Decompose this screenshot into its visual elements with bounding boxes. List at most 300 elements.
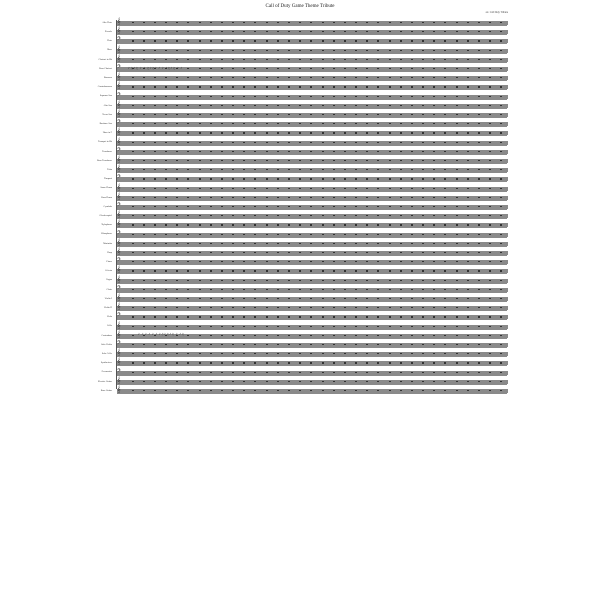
whole-rest-icon [243,59,245,60]
barline [418,95,419,99]
barline [406,288,407,292]
barline [462,196,463,200]
barline [261,325,262,329]
whole-rest-icon [199,270,201,271]
score-title: Call of Duty Game Theme Tribute [265,4,335,9]
barline [172,223,173,227]
barline [351,177,352,181]
whole-rest-icon [366,31,368,32]
barline [485,306,486,310]
whole-rest-icon [299,86,301,87]
whole-rest-icon [389,381,391,382]
whole-rest-icon [366,59,368,60]
barline [395,352,396,356]
whole-rest-icon [411,169,413,170]
whole-rest-icon [254,316,256,317]
whole-rest-icon [500,234,502,235]
whole-rest-icon [411,50,413,51]
barline [418,288,419,292]
barline [228,306,229,310]
barline [496,279,497,283]
barline [261,297,262,301]
barline [373,196,374,200]
whole-rest-icon [187,298,189,299]
whole-rest-icon [478,326,480,327]
whole-rest-icon [288,215,290,216]
whole-rest-icon [344,362,346,363]
barline [395,122,396,126]
whole-rest-icon [288,280,290,281]
whole-rest-icon [355,326,357,327]
whole-rest-icon [411,197,413,198]
barline [507,361,508,365]
barline [283,279,284,283]
barline [239,168,240,172]
barline [373,205,374,209]
barline [462,205,463,209]
whole-rest-icon [266,252,268,253]
barline [473,260,474,264]
barline [507,260,508,264]
barline [473,177,474,181]
staff-line [117,126,507,127]
whole-rest-icon [411,280,413,281]
barline [261,58,262,62]
barline [272,187,273,191]
whole-rest-icon [422,77,424,78]
whole-rest-icon [165,22,167,23]
barline [373,269,374,273]
whole-rest-icon [411,114,413,115]
barline [496,205,497,209]
barline [194,288,195,292]
whole-rest-icon [456,390,458,391]
whole-rest-icon [232,114,234,115]
barline [317,95,318,99]
barline [183,279,184,283]
barline [473,104,474,108]
whole-rest-icon [489,142,491,143]
barline [451,389,452,393]
barline [418,334,419,338]
whole-rest-icon [433,280,435,281]
composer-credit: arr. Call Duty Tribute [485,11,508,14]
barline [172,214,173,218]
barline [406,39,407,43]
whole-rest-icon [366,188,368,189]
barline [507,21,508,25]
barline [295,104,296,108]
whole-rest-icon [322,316,324,317]
staff [117,238,507,246]
whole-rest-icon [355,40,357,41]
barline [161,95,162,99]
whole-rest-icon [389,77,391,78]
barline [295,150,296,154]
barline [250,214,251,218]
whole-rest-icon [299,215,301,216]
whole-rest-icon [154,381,156,382]
barline [205,223,206,227]
barline [306,251,307,255]
whole-rest-icon [366,40,368,41]
barline [373,242,374,246]
barline [328,251,329,255]
whole-rest-icon [143,123,145,124]
barline [496,30,497,34]
whole-rest-icon [377,261,379,262]
barline [462,150,463,154]
barline [172,187,173,191]
whole-rest-icon [154,31,156,32]
barline [328,131,329,135]
whole-rest-icon [433,86,435,87]
whole-rest-icon [299,197,301,198]
barline [283,113,284,117]
whole-rest-icon [344,372,346,373]
whole-rest-icon [456,169,458,170]
whole-rest-icon [500,298,502,299]
whole-rest-icon [344,353,346,354]
barline [228,334,229,338]
barline [462,325,463,329]
instrument-label: Xylophone [101,223,112,227]
whole-rest-icon [444,206,446,207]
barline [507,288,508,292]
barline [362,288,363,292]
whole-rest-icon [500,353,502,354]
whole-rest-icon [422,160,424,161]
whole-rest-icon [277,22,279,23]
barline [418,196,419,200]
whole-rest-icon [221,316,223,317]
whole-rest-icon [232,234,234,235]
whole-rest-icon [444,289,446,290]
whole-rest-icon [277,381,279,382]
whole-rest-icon [288,224,290,225]
whole-rest-icon [187,132,189,133]
whole-rest-icon [422,40,424,41]
whole-rest-icon [221,151,223,152]
whole-rest-icon [243,178,245,179]
whole-rest-icon [154,206,156,207]
whole-rest-icon [389,114,391,115]
whole-rest-icon [467,31,469,32]
staff [117,156,507,163]
instrument-label: Violin II [103,306,112,309]
whole-rest-icon [377,344,379,345]
whole-rest-icon [411,289,413,290]
whole-rest-icon [243,206,245,207]
barline [473,269,474,273]
whole-rest-icon [444,390,446,391]
barline [507,168,508,172]
barline [496,159,497,163]
whole-rest-icon [389,132,391,133]
barline [496,242,497,246]
whole-rest-icon [210,123,212,124]
barline [306,76,307,80]
barline [161,30,162,34]
whole-rest-icon [299,252,301,253]
whole-rest-icon [165,326,167,327]
barline [183,141,184,145]
whole-rest-icon [489,123,491,124]
barline [250,95,251,99]
barline [317,85,318,89]
whole-rest-icon [478,169,480,170]
barline [406,315,407,319]
barline [485,187,486,191]
whole-rest-icon [389,142,391,143]
whole-rest-icon [344,243,346,244]
barline [373,260,374,264]
whole-rest-icon [478,215,480,216]
whole-rest-icon [310,31,312,32]
barline [194,325,195,329]
barline [351,131,352,135]
barline [172,269,173,273]
barline [496,150,497,154]
barline [149,131,150,135]
whole-rest-icon [456,344,458,345]
whole-rest-icon [221,353,223,354]
barline [317,233,318,237]
barline [395,251,396,255]
barline [183,315,184,319]
barline [362,389,363,393]
whole-rest-icon [322,362,324,363]
barline [205,260,206,264]
barline [362,177,363,181]
barline [451,288,452,292]
instrument-label: Tuba [107,168,112,171]
whole-rest-icon [400,123,402,124]
whole-rest-icon [176,261,178,262]
barline [451,150,452,154]
whole-rest-icon [333,353,335,354]
barline [451,122,452,126]
barline [328,343,329,347]
barline [239,297,240,301]
whole-rest-icon [266,188,268,189]
barline [485,297,486,301]
whole-rest-icon [266,68,268,69]
whole-rest-icon [333,132,335,133]
whole-rest-icon [310,77,312,78]
whole-rest-icon [299,289,301,290]
whole-rest-icon [176,151,178,152]
whole-rest-icon [243,224,245,225]
whole-rest-icon [377,289,379,290]
whole-rest-icon [277,215,279,216]
whole-rest-icon [266,22,268,23]
whole-rest-icon [344,178,346,179]
barline [339,306,340,310]
whole-rest-icon [467,160,469,161]
whole-rest-icon [232,160,234,161]
whole-rest-icon [344,40,346,41]
barline [216,315,217,319]
clef-icon: 𝄞 [117,238,121,246]
barline [351,279,352,283]
staff-line [117,43,507,44]
whole-rest-icon [322,160,324,161]
whole-rest-icon [322,86,324,87]
barline [161,113,162,117]
whole-rest-icon [254,372,256,373]
barline [406,131,407,135]
barline [183,361,184,365]
whole-rest-icon [322,142,324,143]
whole-rest-icon [389,151,391,152]
staff-line [117,53,507,54]
whole-rest-icon [344,252,346,253]
barline [373,187,374,191]
barline [373,58,374,62]
barline [239,233,240,237]
barline [295,58,296,62]
instrument-label: Alto Sax [103,103,112,107]
whole-rest-icon [299,316,301,317]
whole-rest-icon [199,307,201,308]
barline [272,58,273,62]
barline [451,380,452,384]
barline [373,352,374,356]
whole-rest-icon [243,381,245,382]
barline [507,187,508,191]
barline [373,288,374,292]
whole-rest-icon [377,114,379,115]
whole-rest-icon [176,307,178,308]
barline [272,95,273,99]
whole-rest-icon [456,280,458,281]
barline [216,297,217,301]
barline [283,21,284,25]
barline [127,315,128,319]
barline [473,187,474,191]
whole-rest-icon [299,326,301,327]
whole-rest-icon [288,160,290,161]
whole-rest-icon [422,142,424,143]
barline [440,214,441,218]
barline [127,288,128,292]
barline [228,67,229,71]
whole-rest-icon [366,22,368,23]
barline [306,122,307,126]
barline [451,39,452,43]
whole-rest-icon [467,96,469,97]
barline [216,279,217,283]
whole-rest-icon [266,362,268,363]
barline [362,269,363,273]
barline [328,159,329,163]
barline [339,334,340,338]
barline [295,389,296,393]
whole-rest-icon [232,381,234,382]
barline [496,315,497,319]
whole-rest-icon [366,298,368,299]
barline [306,67,307,71]
barline [373,49,374,53]
barline [205,343,206,347]
barline [216,30,217,34]
whole-rest-icon [132,335,134,336]
whole-rest-icon [467,280,469,281]
whole-rest-icon [344,335,346,336]
whole-rest-icon [500,215,502,216]
barline [395,288,396,292]
whole-rest-icon [277,362,279,363]
whole-rest-icon [232,151,234,152]
whole-rest-icon [489,362,491,363]
barline [250,352,251,356]
whole-rest-icon [288,344,290,345]
barline [507,67,508,71]
barline [183,389,184,393]
barline [161,260,162,264]
whole-rest-icon [165,96,167,97]
whole-rest-icon [422,381,424,382]
whole-rest-icon [400,353,402,354]
barline [462,352,463,356]
whole-rest-icon [400,86,402,87]
barline [339,205,340,209]
barline [205,196,206,200]
barline [239,113,240,117]
whole-rest-icon [322,178,324,179]
whole-rest-icon [366,243,368,244]
whole-rest-icon [165,261,167,262]
barline [429,361,430,365]
barline [239,49,240,53]
barline [228,30,229,34]
barline [306,242,307,246]
barline [406,49,407,53]
barline [272,196,273,200]
whole-rest-icon [366,362,368,363]
whole-rest-icon [266,160,268,161]
barline [328,269,329,273]
barline [239,315,240,319]
barline [451,187,452,191]
clef-icon: 𝄞 [117,27,121,35]
whole-rest-icon [266,197,268,198]
staff-line [117,329,507,330]
barline [462,85,463,89]
barline [362,214,363,218]
whole-rest-icon [322,372,324,373]
barline [418,58,419,62]
whole-rest-icon [467,390,469,391]
whole-rest-icon [187,77,189,78]
barline [384,389,385,393]
barline [473,196,474,200]
barline [295,233,296,237]
barline [250,104,251,108]
barline [328,223,329,227]
whole-rest-icon [433,335,435,336]
whole-rest-icon [254,390,256,391]
barline [138,380,139,384]
whole-rest-icon [143,390,145,391]
whole-rest-icon [187,381,189,382]
whole-rest-icon [277,206,279,207]
whole-rest-icon [377,362,379,363]
barline [161,352,162,356]
whole-rest-icon [277,132,279,133]
whole-rest-icon [467,243,469,244]
